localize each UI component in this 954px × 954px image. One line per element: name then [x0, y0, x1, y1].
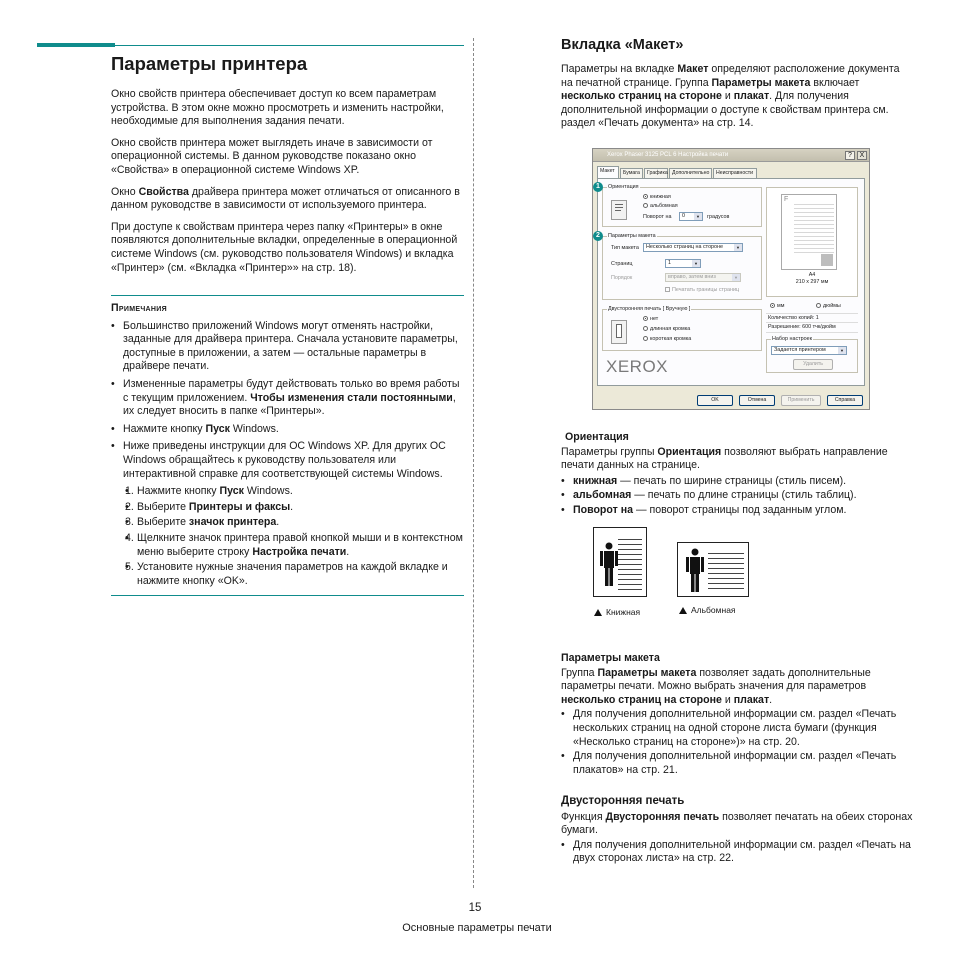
portrait-caption: Книжная: [594, 606, 640, 620]
delete-favorite-button[interactable]: Удалить: [793, 359, 833, 370]
step-item: • 2. Выберите Принтеры и факсы.: [125, 501, 463, 515]
orientation-group: [602, 184, 762, 227]
step-item: • 1. Нажмите кнопку Пуск Windows.: [125, 485, 463, 499]
ok-button[interactable]: OK: [697, 395, 733, 406]
tab-extras[interactable]: Дополнительно: [669, 168, 712, 178]
rotate-label: Поворот на: [643, 214, 672, 220]
person-icon: [684, 548, 706, 594]
page-preview: [766, 187, 858, 297]
duplex-page-icon: [611, 320, 627, 344]
note-item: • Ниже приведены инструкции для ОС Windows XP. Для других ОС Windows обращайтесь к руководству пользователя или интерактивной справке для соответствующей системы Windows. • 1. Нажмите кнопку Пуск Windows. • 2. Выберите Принтеры и факсы. • 3. Выберите значок принтера. • 4. Щелкните значок принтера правой кнопкой мыши и в контекстном меню выберите строку Настройка печати. • 5. Установите нужные значения параметров на каждой вкладке и нажмите кнопку «OK».: [111, 440, 463, 588]
duplex-none-radio[interactable]: нет: [643, 316, 658, 323]
orientation-item: • книжная — печать по ширине страницы (стиль писем).: [561, 475, 913, 489]
help-button[interactable]: Справка: [827, 395, 863, 406]
radio-icon: [643, 203, 648, 208]
step-item: • 3. Выберите значок принтера.: [125, 516, 463, 530]
duplex-long-radio[interactable]: длинная кромка: [643, 326, 690, 333]
portrait-figure: [593, 527, 647, 597]
landscape-radio[interactable]: альбомная: [643, 203, 678, 210]
preview-lines: [794, 201, 834, 253]
duplex-list: [561, 839, 913, 866]
preview-size: A4: [808, 272, 816, 278]
orientation-item: • Поворот на — поворот страницы под заданным углом.: [561, 504, 913, 518]
apply-button[interactable]: Применить: [781, 395, 821, 406]
degrees-label: градусов: [707, 214, 730, 220]
notes-top-rule: [111, 295, 464, 296]
person-icon: [598, 542, 620, 588]
notes-heading: Примечания: [111, 302, 167, 314]
chevron-down-icon: ▼: [732, 274, 740, 281]
layout-section: [561, 652, 913, 781]
header-accent-bar: [37, 43, 115, 47]
left-body: [111, 88, 463, 283]
favorites-select[interactable]: Задается принтером ▼: [771, 346, 847, 355]
steps-list: [125, 485, 463, 588]
tab-paper[interactable]: Бумага: [620, 168, 643, 178]
order-label: Порядок: [611, 275, 633, 281]
layout-options-group: [602, 233, 762, 300]
radio-icon: [643, 336, 648, 341]
preview-dims: 210 x 297 мм: [795, 279, 829, 285]
dialog-titlebar: [593, 149, 869, 162]
note-item: • Измененные параметры будут действовать только во время работы с текущим приложением. Чтобы изменения стали постоянными, их следует вносить в папке «Принтеры».: [111, 378, 463, 419]
preview-page-letter: F: [784, 196, 789, 203]
landscape-caption: Альбомная: [679, 604, 736, 618]
dialog-title: Xerox Phaser 3125 PCL 6 Настройка печати: [607, 152, 729, 158]
xerox-logo: XEROX: [606, 357, 669, 376]
duplex-item: • Для получения дополнительной информации см. раздел «Печать на двух сторонах листа» на стр. 22.: [561, 839, 913, 866]
layout-paragraph: Группа Параметры макета позволяет задать дополнительные параметры печати. Можно выбрать значения для параметров несколько страниц на стороне и плакат.: [561, 666, 871, 706]
preview-page: [781, 194, 837, 270]
paragraph: Окно свойств принтера может выглядеть иначе в зависимости от операционной системы. В данном руководстве показано окно «Свойства» в операционной системе Windows XP.: [111, 136, 433, 176]
order-select[interactable]: вправо, затем вниз ▼: [665, 273, 741, 282]
step-item: • 5. Установите нужные значения параметров на каждой вкладке и нажмите кнопку «OK».: [125, 561, 463, 588]
layout-heading: Параметры макета: [561, 652, 660, 664]
layout-item: • Для получения дополнительной информации см. раздел «Печать нескольких страниц на одной стороне листа бумаги (функция «Несколько страниц на стороне»)» на стр. 20.: [561, 708, 913, 749]
orientation-group-label: Ориентация: [608, 184, 639, 190]
landscape-figure: [677, 542, 749, 597]
portrait-page-icon: [611, 200, 627, 220]
notes-section: [111, 302, 463, 592]
paragraph: Окно Свойства драйвера принтера может отличаться от описанного в данном руководстве в зависимости от используемого принтера.: [111, 185, 460, 212]
resolution-info: Разрешение: 600 тчк/дюйм: [766, 322, 858, 333]
radio-icon: [770, 303, 775, 308]
tab-troubleshooting[interactable]: Неисправности: [713, 168, 757, 178]
intro-paragraph: Параметры на вкладке Макет определяют расположение документа на печатной странице. Группа Параметры макета включает несколько страниц на стороне и плакат. Для получения дополнительной информации о доступе к свойствам принтера см. раздел «Печать документа» на стр. 14.: [561, 63, 900, 130]
figure-lines: [708, 549, 744, 593]
note-item: • Нажмите кнопку Пуск Windows.: [111, 423, 463, 437]
chevron-down-icon: ▼: [734, 244, 742, 251]
layout-panel: [597, 178, 865, 386]
copies-info: Количество копий: 1: [766, 313, 858, 323]
tab-graphics[interactable]: Графика: [644, 168, 668, 178]
layout-list: [561, 708, 913, 777]
callout-2: 2: [593, 231, 603, 241]
callout-1: 1: [593, 182, 603, 192]
layout-item: • Для получения дополнительной информации см. раздел «Печать плакатов» на стр. 21.: [561, 750, 913, 777]
checkbox-icon: [665, 287, 670, 292]
print-borders-checkbox[interactable]: Печатать границы страниц: [665, 287, 739, 294]
orientation-paragraph: Параметры группы Ориентация позволяют выбрать направление печати данных на странице.: [561, 445, 888, 472]
layout-type-select[interactable]: Несколько страниц на стороне ▼: [643, 243, 743, 252]
chapter-title: Основные параметры печати: [402, 922, 552, 934]
orientation-list: [561, 475, 913, 518]
header-rule: [115, 45, 464, 46]
notes-bottom-rule: [111, 595, 464, 596]
close-titlebar-button[interactable]: X: [857, 151, 867, 160]
duplex-heading: Двусторонняя печать: [561, 795, 685, 807]
printer-properties-dialog: [592, 148, 870, 410]
duplex-section: [561, 795, 913, 870]
radio-icon: [643, 316, 648, 321]
section-title: Вкладка «Макет»: [561, 37, 684, 53]
column-divider: [473, 38, 474, 888]
layout-options-group-label: Параметры макета: [608, 233, 656, 239]
unit-mm-radio[interactable]: мм: [770, 303, 784, 310]
radio-icon: [816, 303, 821, 308]
orientation-section: [561, 431, 913, 519]
duplex-group: [602, 306, 762, 351]
duplex-paragraph: Функция Двусторонняя печать позволяет печатать на обеих сторонах бумаги.: [561, 810, 913, 837]
chevron-down-icon: ▼: [838, 347, 846, 354]
unit-inch-radio[interactable]: дюймы: [816, 303, 841, 310]
triangle-icon: [679, 607, 687, 614]
duplex-short-radio[interactable]: короткая кромка: [643, 336, 691, 343]
favorites-group: [766, 336, 858, 373]
paragraph: Окно свойств принтера обеспечивает доступ ко всем параметрам устройства. В этом окне можно просмотреть и изменить настройки, необходимые для выполнения задания печати.: [111, 88, 444, 128]
layout-type-label: Тип макета: [611, 245, 639, 251]
orientation-heading: Ориентация: [565, 431, 629, 443]
radio-icon: [643, 326, 648, 331]
duplex-group-label: Двусторонняя печать [ Вручную ]: [608, 306, 691, 312]
triangle-icon: [594, 609, 602, 616]
page-title: Параметры принтера: [111, 53, 308, 74]
note-item: • Большинство приложений Windows могут отменять настройки, заданные для драйвера принтера. Сначала установите параметры, доступные в приложении, а затем — остальные параметры в драйвере печати.: [111, 320, 463, 374]
pages-select[interactable]: 1 ▼: [665, 259, 701, 268]
page-number: 15: [468, 902, 482, 914]
favorites-group-label: Набор настроек: [772, 336, 812, 342]
portrait-radio[interactable]: книжная: [643, 194, 671, 201]
radio-icon: [643, 194, 648, 199]
cancel-button[interactable]: Отмена: [739, 395, 775, 406]
paragraph: При доступе к свойствам принтера через папку «Принтеры» в окне появляются дополнительные вкладки, определенные в операционной системе Windows (см. руководство пользователя Windows) и вкладка «Принтер» (см. «Вкладка «Принтер»» на стр. 18).: [111, 220, 458, 274]
step-item: • 4. Щелкните значок принтера правой кнопкой мыши и в контекстном меню выберите строку Настройка печати.: [125, 532, 463, 559]
preview-corner: [821, 254, 833, 266]
orientation-item: • альбомная — печать по длине страницы (стиль таблиц).: [561, 489, 913, 503]
tab-layout[interactable]: Макет: [597, 166, 619, 178]
figure-lines: [618, 535, 642, 591]
rotate-select[interactable]: 0 ▼: [679, 212, 703, 221]
chevron-down-icon: ▼: [692, 260, 700, 267]
help-titlebar-button[interactable]: ?: [845, 151, 855, 160]
chevron-down-icon: ▼: [694, 213, 702, 220]
pages-label: Страниц: [611, 261, 633, 267]
